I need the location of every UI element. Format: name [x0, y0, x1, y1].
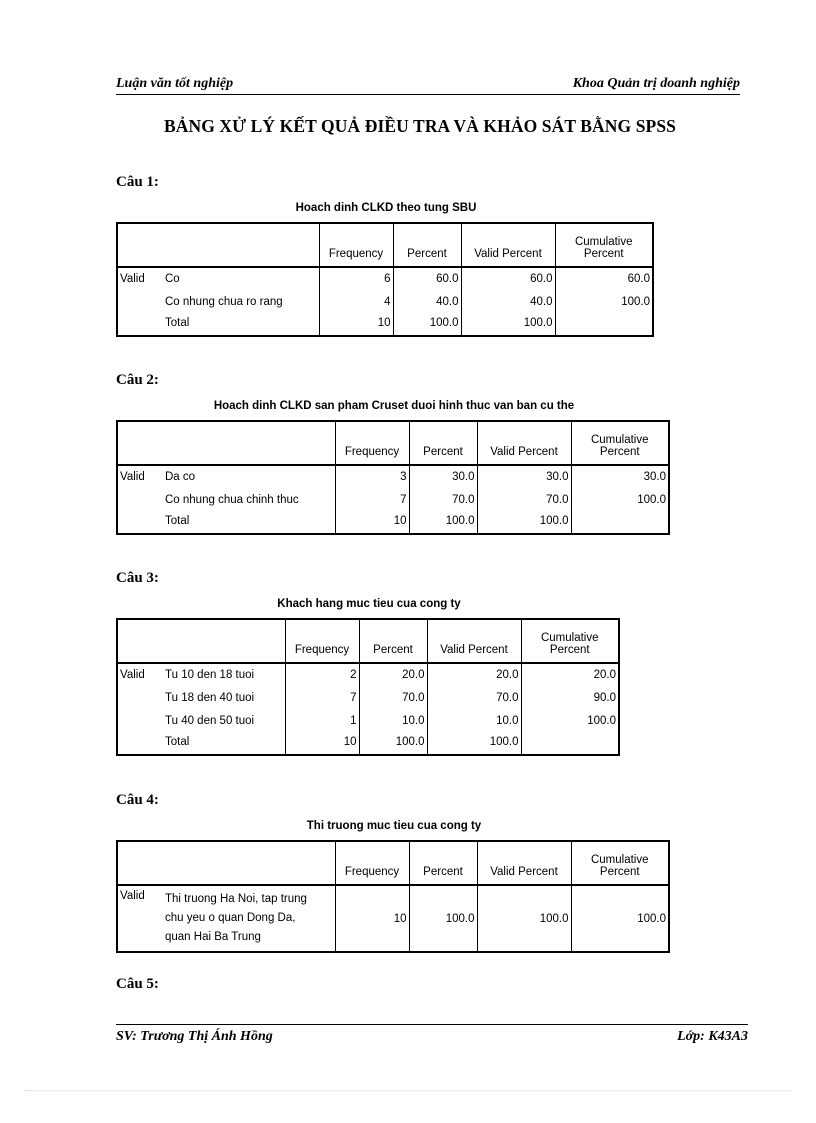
valid-label: Valid — [120, 890, 145, 902]
table-row-total — [117, 732, 619, 755]
header-right: Khoa Quản trị doanh nghiệp — [572, 76, 740, 91]
cell-frequency: 6 — [319, 267, 393, 290]
question-1-label: Câu 1: — [116, 174, 159, 190]
row-category: Tu 40 den 50 tuoi — [163, 709, 285, 732]
page-header — [116, 76, 740, 95]
col-percent: Percent — [409, 421, 477, 465]
document-title: BẢNG XỬ LÝ KẾT QUẢ ĐIỀU TRA VÀ KHẢO SÁT BẰNG SPSS — [163, 116, 677, 136]
row-category: Tu 10 den 18 tuoi — [163, 663, 285, 686]
col-cumulative-percent: Cumulative Percent — [571, 841, 669, 885]
table-2-caption: Hoach dinh CLKD san pham Cruset duoi hinh thuc van ban cu the — [213, 400, 575, 412]
question-5-label: Câu 5: — [116, 976, 159, 992]
row-category: Thi truong Ha Noi, tap trung chu yeu o quan Dong Da, quan Hai Ba Trung — [163, 885, 335, 952]
cell-cumulative: 100.0 — [637, 493, 666, 506]
table-row — [117, 267, 653, 290]
footer-left: SV: Trương Thị Ánh Hồng — [116, 1029, 273, 1044]
cell-percent: 100.0 — [359, 732, 427, 755]
page-footer — [116, 1024, 748, 1045]
cell-percent: 70.0 — [409, 488, 477, 511]
col-valid-percent: Valid Percent — [477, 841, 571, 885]
row-category: Co nhung chua chinh thuc — [163, 488, 335, 511]
footer-right: Lớp: K43A3 — [677, 1029, 748, 1044]
cell-cumulative: 100.0 — [587, 714, 616, 727]
col-percent: Percent — [359, 619, 427, 663]
cell-valid-percent: 100.0 — [477, 885, 571, 952]
cell-cumulative: 30.0 — [643, 471, 666, 483]
table-row-total — [117, 511, 669, 534]
cell-valid-percent: 40.0 — [461, 290, 555, 313]
table-row — [117, 465, 669, 488]
header-left: Luận văn tốt nghiệp — [116, 76, 234, 91]
col-frequency: Frequency — [335, 421, 409, 465]
cell-cumulative: 90.0 — [593, 691, 616, 704]
cell-frequency: 7 — [285, 686, 359, 709]
cell-valid-percent: 100.0 — [461, 313, 555, 336]
cell-cumulative: 60.0 — [627, 273, 650, 285]
cell-valid-percent: 100.0 — [477, 511, 571, 534]
table-1 — [116, 222, 654, 337]
header-blank — [117, 421, 335, 465]
col-valid-percent: Valid Percent — [477, 421, 571, 465]
table-3-caption: Khach hang muc tieu cua cong ty — [277, 598, 461, 610]
cell-cumulative — [555, 313, 653, 336]
cell-percent: 100.0 — [393, 313, 461, 336]
valid-label: Valid — [120, 471, 145, 483]
col-cumulative-percent: Cumulative Percent — [521, 619, 619, 663]
row-category: Total — [163, 511, 335, 534]
row-category: Co — [163, 267, 319, 290]
col-valid-percent: Valid Percent — [461, 223, 555, 267]
col-frequency: Frequency — [285, 619, 359, 663]
col-frequency: Frequency — [319, 223, 393, 267]
col-frequency: Frequency — [335, 841, 409, 885]
cell-valid-percent: 100.0 — [427, 732, 521, 755]
row-category: Da co — [163, 465, 335, 488]
cell-frequency: 1 — [285, 709, 359, 732]
table-row — [117, 686, 619, 709]
cell-frequency: 10 — [335, 511, 409, 534]
header-blank — [117, 841, 335, 885]
col-valid-percent: Valid Percent — [427, 619, 521, 663]
cell-percent: 30.0 — [409, 465, 477, 488]
table-row — [117, 488, 669, 511]
cell-cumulative — [571, 511, 669, 534]
cell-cumulative — [521, 732, 619, 755]
cell-valid-percent: 60.0 — [461, 267, 555, 290]
row-category: Total — [163, 732, 285, 755]
cell-percent: 70.0 — [359, 686, 427, 709]
cell-cumulative: 20.0 — [593, 669, 616, 681]
page-edge-divider — [24, 1090, 792, 1091]
cell-valid-percent: 70.0 — [427, 686, 521, 709]
col-cumulative-percent: Cumulative Percent — [555, 223, 653, 267]
row-category: Co nhung chua ro rang — [163, 290, 319, 313]
valid-label: Valid — [120, 669, 145, 681]
cell-frequency: 4 — [319, 290, 393, 313]
col-percent: Percent — [409, 841, 477, 885]
table-4 — [116, 840, 670, 953]
valid-label: Valid — [120, 273, 145, 285]
table-row — [117, 709, 619, 732]
table-row-total — [117, 313, 653, 336]
table-row — [117, 885, 669, 952]
cell-frequency: 3 — [335, 465, 409, 488]
cell-percent: 40.0 — [393, 290, 461, 313]
cell-valid-percent: 30.0 — [477, 465, 571, 488]
col-cumulative-percent: Cumulative Percent — [571, 421, 669, 465]
question-4-label: Câu 4: — [116, 792, 159, 808]
table-row — [117, 290, 653, 313]
question-2-label: Câu 2: — [116, 372, 159, 388]
cell-cumulative: 100.0 — [637, 912, 666, 925]
table-2 — [116, 420, 670, 535]
question-3-label: Câu 3: — [116, 570, 159, 586]
cell-frequency: 10 — [335, 885, 409, 952]
row-category: Tu 18 den 40 tuoi — [163, 686, 285, 709]
cell-percent: 20.0 — [359, 663, 427, 686]
table-4-caption: Thi truong muc tieu cua cong ty — [306, 820, 482, 832]
cell-frequency: 7 — [335, 488, 409, 511]
header-blank — [117, 619, 285, 663]
cell-percent: 10.0 — [359, 709, 427, 732]
table-3 — [116, 618, 620, 756]
table-row — [117, 663, 619, 686]
cell-frequency: 2 — [285, 663, 359, 686]
header-blank — [117, 223, 319, 267]
col-percent: Percent — [393, 223, 461, 267]
cell-valid-percent: 10.0 — [427, 709, 521, 732]
cell-frequency: 10 — [285, 732, 359, 755]
table-1-caption: Hoach dinh CLKD theo tung SBU — [295, 202, 477, 214]
cell-valid-percent: 70.0 — [477, 488, 571, 511]
cell-percent: 100.0 — [409, 511, 477, 534]
cell-percent: 60.0 — [393, 267, 461, 290]
cell-cumulative: 100.0 — [621, 295, 650, 308]
cell-frequency: 10 — [319, 313, 393, 336]
row-category: Total — [163, 313, 319, 336]
cell-percent: 100.0 — [409, 885, 477, 952]
cell-valid-percent: 20.0 — [427, 663, 521, 686]
